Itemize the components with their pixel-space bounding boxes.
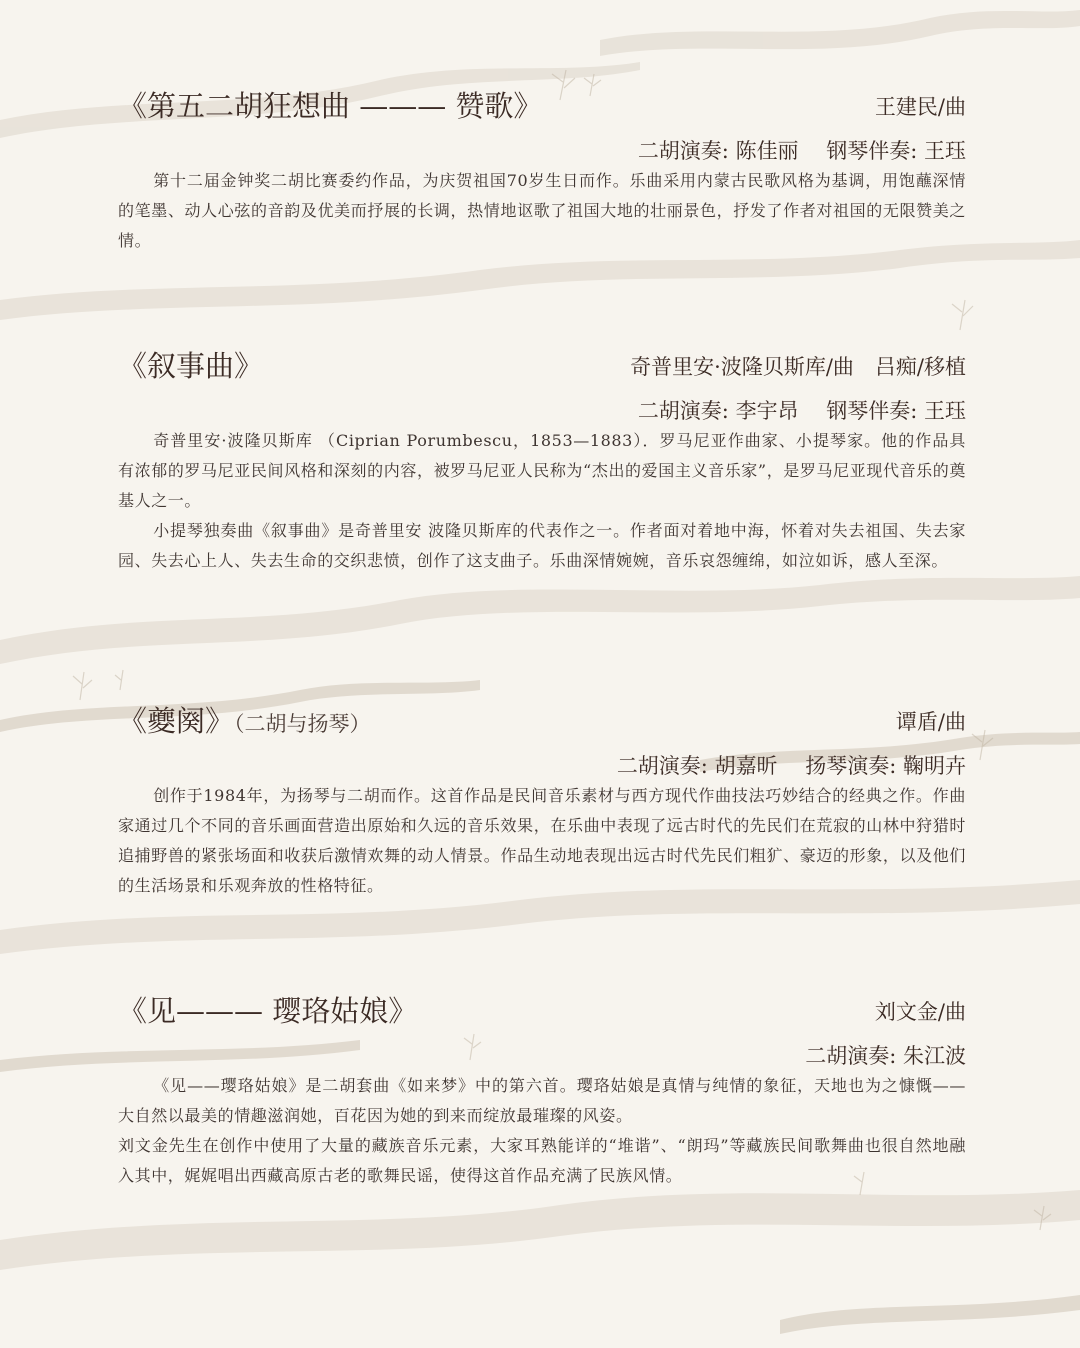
description-paragraph: 创作于1984年，为扬琴与二胡而作。这首作品是民间音乐素材与西方现代作曲技法巧妙结合的经典之作。作曲家通过几个不同的音乐画面营造出原始和久远的音乐效果，在乐曲中表现了远古时代的先民们在荒寂的山林中狩猎时追捕野兽的紧张场面和收获后激情欢舞的动人情景。作品生动地表现出远古时代先民们粗犷、豪迈的形象，以及他们的生活场景和乐观奔放的性格特征。 [118, 786, 966, 895]
piece-title-text: 《第五二胡狂想曲 ——— 赞歌》 [118, 89, 543, 123]
piece-description [118, 1071, 966, 1191]
composer-credit: 刘文金/曲 [874, 1000, 966, 1024]
piece-title-text: 《见——— 璎珞姑娘》 [118, 994, 418, 1028]
description-paragraph: 奇普里安·波隆贝斯库 （Ciprian Porumbescu，1853—1883）．罗马尼亚作曲家、小提琴家。他的作品具有浓郁的罗马尼亚民间风格和深刻的内容，被罗马尼亚人民称为“杰出的爱国主义音乐家”，是罗马尼亚现代音乐的奠基人之一。 [118, 431, 966, 510]
composer-credit: 王建民/曲 [874, 95, 966, 119]
composer-credit: 奇普里安·波隆贝斯库/曲 吕痴/移植 [630, 355, 966, 379]
description-paragraph: 《见——璎珞姑娘》是二胡套曲《如来梦》中的第六首。璎珞姑娘是真情与纯情的象征，天地也为之慷慨——大自然以最美的情趣滋润她，百花因为她的到来而绽放最璀璨的风姿。 [118, 1076, 966, 1125]
piece-title-subtitle: （二胡与扬琴） [234, 712, 371, 736]
piece-3 [118, 701, 966, 901]
piece-description [118, 166, 966, 256]
performers-line: 二胡演奏: 陈佳丽 钢琴伴奏: 王珏 [637, 139, 966, 163]
piece-title-text: 《叙事曲》 [118, 349, 264, 383]
piece-title [118, 86, 542, 126]
performers-line: 二胡演奏: 朱江波 [805, 1044, 966, 1068]
piece-title [118, 346, 263, 386]
description-paragraph: 刘文金先生在创作中使用了大量的藏族音乐元素，大家耳熟能详的“堆谐”、“朗玛”等藏族民间歌舞曲也很自然地融入其中，娓娓唱出西藏高原古老的歌舞民谣，使得这首作品充满了民族风情。 [118, 1136, 966, 1185]
piece-title-text: 《夔阕》 [118, 704, 235, 738]
performers-line: 二胡演奏: 李宇昂 钢琴伴奏: 王珏 [637, 399, 966, 423]
performers-line: 二胡演奏: 胡嘉昕 扬琴演奏: 鞠明卉 [616, 754, 966, 778]
piece-title [118, 701, 371, 744]
description-paragraph: 第十二届金钟奖二胡比赛委约作品，为庆贺祖国70岁生日而作。乐曲采用内蒙古民歌风格为基调，用饱蘸深情的笔墨、动人心弦的音韵及优美而抒展的长调，热情地讴歌了祖国大地的壮丽景色，抒发了作者对祖国的无限赞美之情。 [118, 171, 966, 250]
composer-credit: 谭盾/曲 [895, 710, 966, 734]
piece-description [118, 781, 966, 901]
piece-4 [118, 991, 966, 1191]
piece-2 [118, 346, 966, 576]
piece-title [118, 991, 417, 1031]
description-paragraph: 小提琴独奏曲《叙事曲》是奇普里安 波隆贝斯库的代表作之一。作者面对着地中海，怀着对失去祖国、失去家园、失去心上人、失去生命的交织悲愤，创作了这支曲子。乐曲深情婉婉，音乐哀怨缠绵，如泣如诉，感人至深。 [118, 521, 966, 570]
piece-description [118, 426, 966, 576]
piece-1 [118, 86, 966, 256]
